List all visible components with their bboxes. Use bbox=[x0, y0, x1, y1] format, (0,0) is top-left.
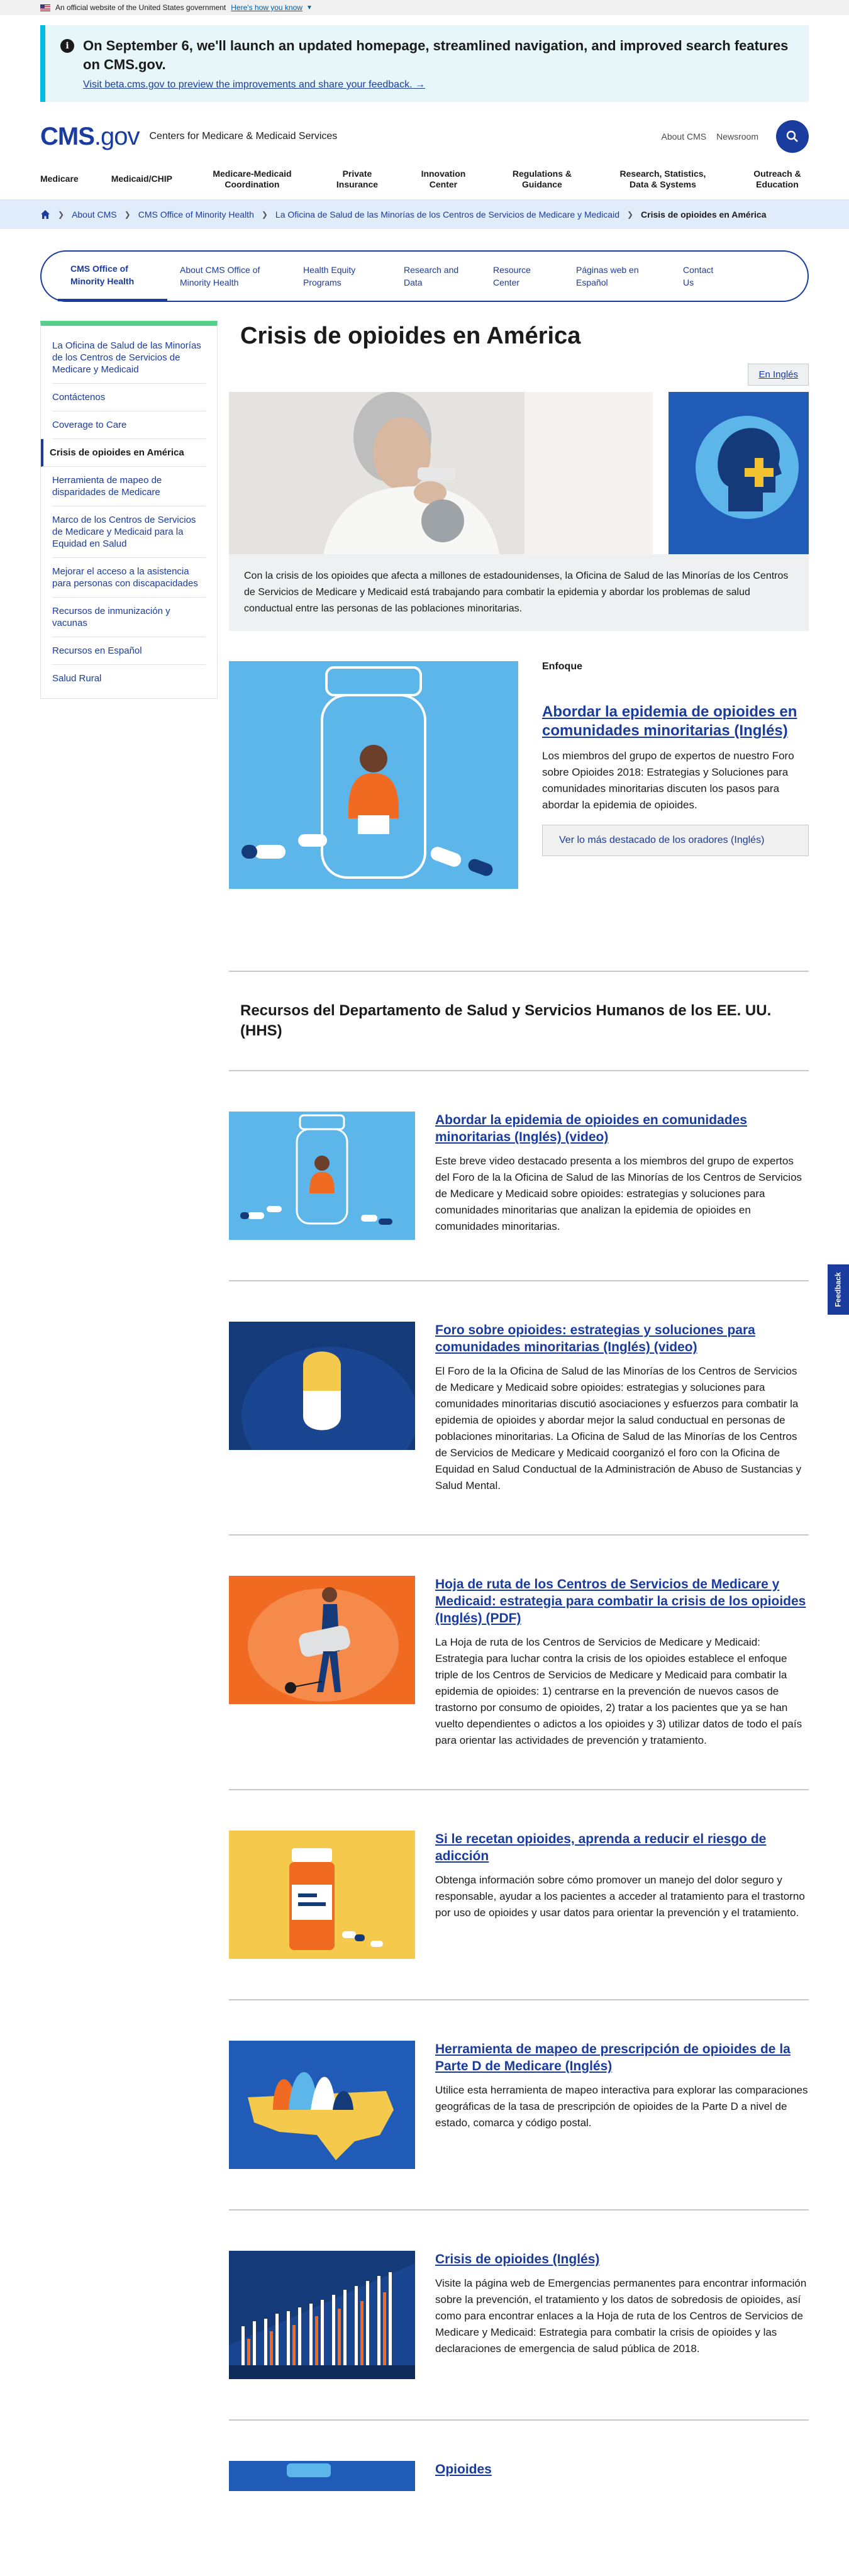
sub-nav bbox=[40, 250, 809, 302]
chevron-right-icon: ❯ bbox=[626, 210, 634, 219]
chevron-right-icon: ❯ bbox=[261, 210, 268, 219]
resource-text: La Hoja de ruta de los Centros de Servicios de Medicare y Medicaid: Estrategia para luchar contra la crisis de los opioides establece el enfoque triple de los Centros de Servicios de Medicare y Medicaid para combatir la epidemia de opioides: 1) centrarse en la prevención de nuevos casos de trastorno por consumo de opioides, 2) tratar a los pacientes que ya se han vuelto dependientes o adictos a los opioides y 3) utilizar datos de todo el país para orientar las actividades de prevención y tratamiento. bbox=[435, 1636, 802, 1746]
chevron-down-icon[interactable]: ▼ bbox=[306, 4, 313, 11]
page-title: Crisis de opioides en América bbox=[240, 323, 581, 349]
logo-subtitle: Centers for Medicare & Medicaid Services bbox=[149, 131, 338, 142]
alert-title: On September 6, we'll launch an updated homepage, streamlined navigation, and improved search features on CMS.gov. bbox=[83, 38, 789, 72]
resource-item bbox=[229, 2000, 809, 2211]
nav-medicare-medicaid-coordination[interactable]: Medicare-Medicaid Coordination bbox=[213, 168, 292, 189]
resource-image[interactable] bbox=[229, 1831, 415, 1959]
sidebar-item-contactenos[interactable]: Contáctenos bbox=[52, 384, 206, 411]
sidebar-item-mejorar[interactable]: Mejorar el acceso a la asistencia para personas con discapacidades bbox=[52, 558, 206, 598]
sidebar-item-crisis[interactable]: Crisis de opioides en América bbox=[41, 439, 206, 467]
breadcrumb-about-cms[interactable]: About CMS bbox=[72, 209, 117, 220]
nav-regulations-guidance[interactable]: Regulations & Guidance bbox=[512, 168, 572, 189]
feature-label: Enfoque bbox=[542, 661, 582, 672]
site-alert bbox=[40, 25, 809, 102]
hero-graphic bbox=[653, 392, 809, 554]
resource-image[interactable] bbox=[229, 1576, 415, 1704]
feature-title-link[interactable]: Abordar la epidemia de opioides en comunidades minoritarias (Inglés) bbox=[542, 703, 797, 739]
subnav-about-omh[interactable]: About CMS Office of Minority Health bbox=[180, 265, 260, 287]
nav-medicare[interactable]: Medicare bbox=[40, 174, 79, 184]
subnav-health-equity[interactable]: Health Equity Programs bbox=[303, 265, 356, 287]
resource-text: Visite la página web de Emergencias permanentes para encontrar información sobre la prevención, el tratamiento y los datos de sobredosis de opioides, así como para encontrar enlaces a la Hoja de ruta de los Centros de Servicios de Medicare y Medicaid: Estrategia para combatir la crisis de opioides y las declaraciones de emergencia de salud pública de 2018. bbox=[435, 2277, 807, 2355]
sidebar bbox=[40, 321, 218, 699]
resource-image[interactable] bbox=[229, 1112, 415, 1240]
resource-text: Utilice esta herramienta de mapeo interactiva para explorar las comparaciones geográficas de la tasa de prescripción de opioides de la Parte D a nivel de estado, comarca y código postal. bbox=[435, 2084, 808, 2129]
newsroom-link[interactable]: Newsroom bbox=[716, 131, 758, 142]
hero-banner bbox=[229, 392, 809, 554]
feature-section bbox=[229, 661, 809, 889]
subnav-omh[interactable]: CMS Office of Minority Health bbox=[58, 251, 167, 301]
breadcrumb bbox=[0, 200, 849, 229]
site-header bbox=[0, 114, 849, 159]
breadcrumb-current: Crisis de opioides en América bbox=[641, 209, 767, 220]
sidebar-item-herramienta[interactable]: Herramienta de mapeo de disparidades de Medicare bbox=[52, 467, 206, 506]
resource-title-link[interactable]: Si le recetan opioides, aprenda a reducir el riesgo de adicción bbox=[435, 1832, 767, 1863]
resource-image[interactable] bbox=[229, 2041, 415, 2169]
chevron-right-icon: ❯ bbox=[58, 210, 65, 219]
chevron-right-icon: ❯ bbox=[124, 210, 131, 219]
subnav-espanol[interactable]: Páginas web en Español bbox=[576, 265, 639, 287]
nav-innovation-center[interactable]: Innovation Center bbox=[421, 168, 466, 189]
main-content bbox=[229, 321, 809, 2491]
resources-heading: Recursos del Departamento de Salud y Servicios Humanos de los EE. UU. (HHS) bbox=[240, 1002, 772, 1039]
sidebar-item-marco[interactable]: Marco de los Centros de Servicios de Medicare y Medicaid para la Equidad en Salud bbox=[52, 506, 206, 558]
feedback-tab[interactable]: Feedback bbox=[828, 1264, 849, 1315]
resource-text: Obtenga información sobre cómo promover un manejo del dolor seguro y responsable, ayudar a los pacientes a acceder al tratamiento para el trastorno por uso de opioides y usar datos para orientar la prevención y el tratamiento. bbox=[435, 1874, 805, 1919]
subnav-research-data[interactable]: Research and Data bbox=[404, 265, 459, 287]
resource-image[interactable] bbox=[229, 2251, 415, 2379]
breadcrumb-omh[interactable]: CMS Office of Minority Health bbox=[138, 209, 254, 220]
resource-title-link[interactable]: Foro sobre opioides: estrategias y soluciones para comunidades minoritarias (Inglés) (video) bbox=[435, 1323, 755, 1354]
nav-research-statistics[interactable]: Research, Statistics, Data & Systems bbox=[619, 168, 706, 189]
resource-text: Este breve video destacado presenta a los miembros del grupo de expertos del Foro de la la Oficina de Salud de las Minorías de los Centros de Servicios de Medicare y Medicaid sobre opioides: estrategias y soluciones para comunidades minoritarias que analizan la epidemia de opioides en comunidades minoritarias. bbox=[435, 1155, 802, 1232]
resource-title-link[interactable]: Herramienta de mapeo de prescripción de opioides de la Parte D de Medicare (Inglés) bbox=[435, 2042, 791, 2073]
resource-title-link[interactable]: Abordar la epidemia de opioides en comunidades minoritarias (Inglés) (video) bbox=[435, 1113, 747, 1144]
resource-text: El Foro de la la Oficina de Salud de las Minorías de los Centros de Servicios de Medicare y Medicaid sobre opioides: estrategias y soluciones para comunidades minoritarias discutió asociaciones y esfuerzos para combatir la epidemia de opioides y abordar mejor la salud conductual en personas de poblaciones minoritarias. La Oficina de Salud de las Minorías de los Centros de Servicios de Medicare y Medicaid coorganizó el foro con la Oficina de Equidad en Salud Conductual de la Administración de Abuso de Sustancias y Salud Mental. bbox=[435, 1365, 802, 1492]
alert-beta-link[interactable]: Visit beta.cms.gov to preview the improvements and share your feedback. → bbox=[83, 79, 425, 90]
hero-photo bbox=[229, 392, 653, 554]
resource-item bbox=[229, 2211, 809, 2421]
subnav-contact[interactable]: Contact Us bbox=[683, 265, 714, 287]
heres-how-you-know-link[interactable]: Here's how you know bbox=[231, 3, 302, 12]
sidebar-item-inmunizacion[interactable]: Recursos de inmunización y vacunas bbox=[52, 598, 206, 637]
resource-item bbox=[229, 1281, 809, 1536]
sidebar-item-oficina[interactable]: La Oficina de Salud de las Minorías de los Centros de Servicios de Medicare y Medicaid bbox=[52, 326, 206, 384]
gov-banner bbox=[0, 0, 849, 15]
resource-item bbox=[229, 2421, 809, 2491]
search-icon bbox=[786, 130, 799, 143]
us-flag-icon bbox=[40, 4, 50, 11]
search-button[interactable] bbox=[776, 120, 809, 153]
feature-cta-button[interactable]: Ver lo más destacado de los oradores (Inglés) bbox=[542, 825, 809, 856]
breadcrumb-oficina[interactable]: La Oficina de Salud de las Minorías de los Centros de Servicios de Medicare y Medicaid bbox=[275, 209, 619, 220]
info-icon: i bbox=[60, 39, 74, 53]
intro-text: Con la crisis de los opioides que afecta a millones de estadounidenses, la Oficina de Salud de las Minorías de los Centros de Servicios de Medicare y Medicaid está trabajando para combatir la epidemia y abordar los problemas de salud conductual entre las personas de las poblaciones minoritarias. bbox=[229, 554, 809, 631]
resource-title-link[interactable]: Opioides bbox=[435, 2462, 492, 2477]
sidebar-item-rural[interactable]: Salud Rural bbox=[52, 673, 102, 684]
sidebar-item-coverage[interactable]: Coverage to Care bbox=[52, 411, 206, 439]
resource-image[interactable] bbox=[229, 2461, 415, 2491]
cms-logo[interactable]: CMS.gov bbox=[40, 122, 140, 150]
resource-item bbox=[229, 1790, 809, 2000]
resource-item bbox=[229, 1071, 809, 1281]
main-nav bbox=[0, 159, 849, 200]
resource-item bbox=[229, 1536, 809, 1790]
nav-private-insurance[interactable]: Private Insurance bbox=[336, 168, 379, 189]
nav-outreach-education[interactable]: Outreach & Education bbox=[753, 168, 801, 189]
nav-medicaid-chip[interactable]: Medicaid/CHIP bbox=[111, 174, 172, 184]
resource-title-link[interactable]: Hoja de ruta de los Centros de Servicios de Medicare y Medicaid: estrategia para combatir la crisis de los opioides (Inglés) (PDF) bbox=[435, 1577, 806, 1625]
resource-image[interactable] bbox=[229, 1322, 415, 1450]
sidebar-item-espanol[interactable]: Recursos en Español bbox=[52, 637, 206, 665]
feature-image[interactable] bbox=[229, 661, 518, 889]
language-toggle-button[interactable]: En Inglés bbox=[748, 364, 809, 386]
subnav-resource-center[interactable]: Resource Center bbox=[493, 265, 531, 287]
home-icon[interactable] bbox=[40, 209, 50, 220]
resource-title-link[interactable]: Crisis de opioides (Inglés) bbox=[435, 2252, 600, 2267]
feature-text: Los miembros del grupo de expertos de nuestro Foro sobre Opioides 2018: Estrategias y Soluciones para comunidades minoritarias discuten los pasos para abordar la epidemia de opioides. bbox=[542, 750, 794, 811]
gov-banner-text: An official website of the United States government bbox=[55, 3, 226, 12]
about-cms-link[interactable]: About CMS bbox=[661, 131, 707, 142]
